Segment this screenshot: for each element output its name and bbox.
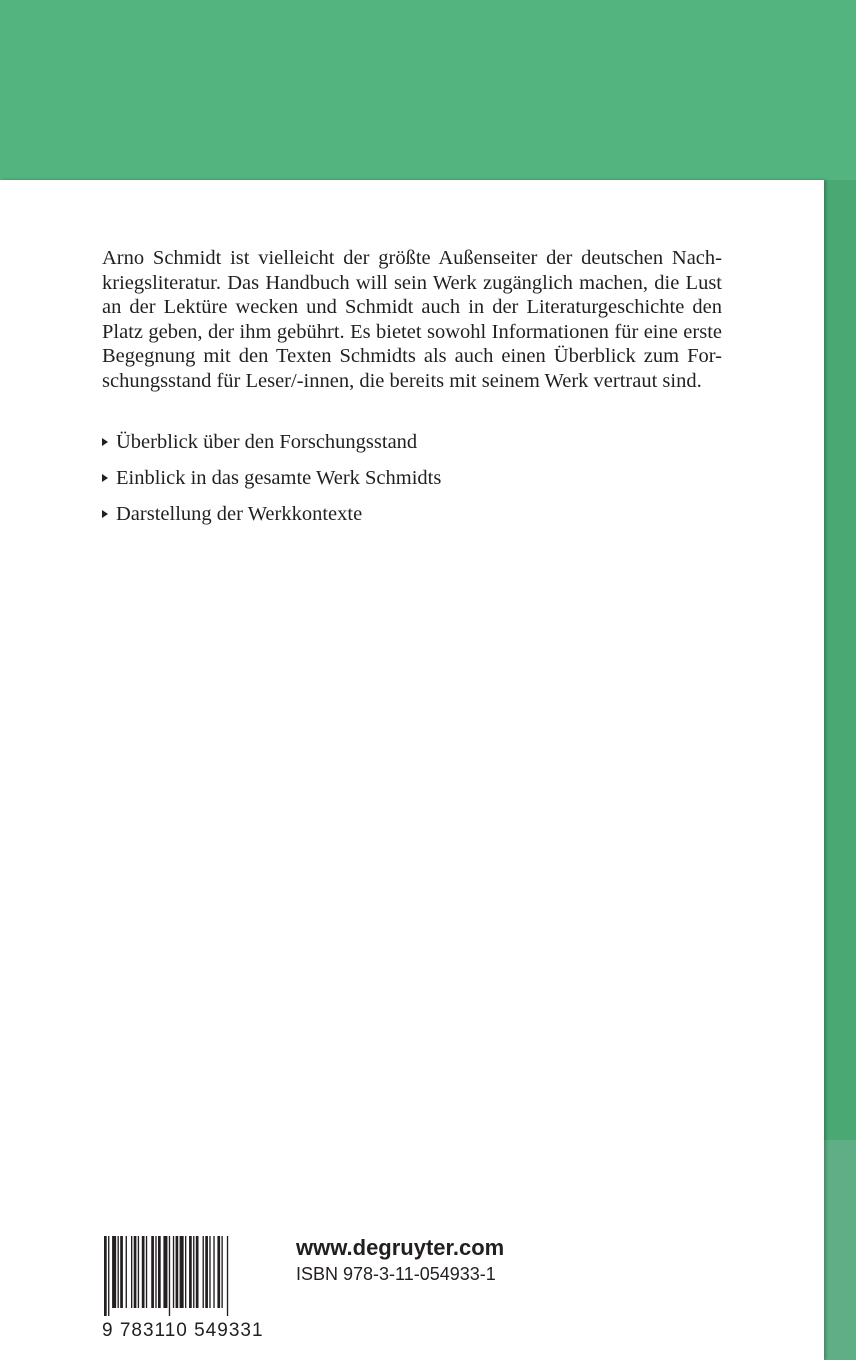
barcode-bar	[158, 1236, 161, 1308]
blurb-line: kriegsliteratur. Das Handbuch will sein Werk zugänglich machen, die Lust	[102, 271, 722, 294]
barcode-bar	[131, 1236, 132, 1308]
barcode-bar	[180, 1236, 184, 1308]
barcode-bar	[185, 1236, 186, 1308]
barcode-bar	[138, 1236, 139, 1308]
barcode-bar	[169, 1236, 170, 1316]
cover-spine-edge-lower	[824, 1140, 856, 1360]
barcode-bar	[213, 1236, 214, 1308]
barcode-bar	[134, 1236, 137, 1308]
barcode-bar	[205, 1236, 208, 1308]
barcode-bar	[120, 1236, 123, 1308]
isbn-number: ISBN 978-3-11-054933-1	[296, 1264, 496, 1284]
publisher-website[interactable]: www.degruyter.com	[296, 1235, 505, 1260]
barcode-bar	[108, 1236, 109, 1316]
barcode-bar	[155, 1236, 156, 1308]
triangle-bullet-icon	[102, 438, 108, 446]
barcode-bar	[118, 1236, 119, 1308]
blurb-line: Begegnung mit den Texten Schmidts als auch einen Überblick zum For-	[102, 345, 722, 367]
barcode-bar	[163, 1236, 167, 1308]
blurb-line: schungsstand für Leser/-innen, die bereits mit seinem Werk vertraut sind.	[102, 369, 702, 392]
barcode-bar	[142, 1236, 145, 1308]
feature-item	[102, 502, 441, 538]
triangle-bullet-icon	[102, 510, 108, 518]
barcode-bar	[176, 1236, 179, 1308]
feature-item	[102, 466, 441, 502]
barcode-bar	[104, 1236, 107, 1316]
barcode-bar	[209, 1236, 210, 1308]
feature-label: Überblick über den Forschungsstand	[116, 431, 418, 453]
barcode	[102, 1236, 272, 1346]
feature-item	[102, 430, 441, 466]
barcode-bar	[203, 1236, 204, 1308]
feature-label: Einblick in das gesamte Werk Schmidts	[116, 467, 442, 489]
barcode-digits: 9 783110 549331	[102, 1320, 264, 1341]
barcode-bar	[173, 1236, 174, 1308]
feature-label: Darstellung der Werkkontexte	[116, 503, 363, 525]
barcode-bar	[146, 1236, 147, 1308]
blurb-line: Arno Schmidt ist vielleicht der größte Außenseiter der deutschen Nach-	[102, 247, 722, 269]
blurb-text	[102, 246, 722, 393]
barcode-bar	[217, 1236, 220, 1308]
feature-list	[102, 430, 441, 538]
back-cover-panel	[0, 180, 824, 1360]
barcode-bar	[189, 1236, 192, 1308]
barcode-bar	[126, 1236, 127, 1308]
cover-top-band	[0, 0, 856, 180]
barcode-bar	[221, 1236, 222, 1308]
barcode-bar	[196, 1236, 199, 1308]
barcode-bar	[227, 1236, 228, 1316]
barcode-bar	[151, 1236, 154, 1308]
barcode-icon	[102, 1236, 272, 1316]
blurb-line: an der Lektüre wecken und Schmidt auch in der Literaturgeschichte den	[102, 296, 722, 318]
blurb-line: Platz geben, der ihm gebührt. Es bietet sowohl Informationen für eine erste	[102, 320, 722, 343]
barcode-bar	[112, 1236, 116, 1308]
triangle-bullet-icon	[102, 474, 108, 482]
barcode-bar	[193, 1236, 194, 1308]
